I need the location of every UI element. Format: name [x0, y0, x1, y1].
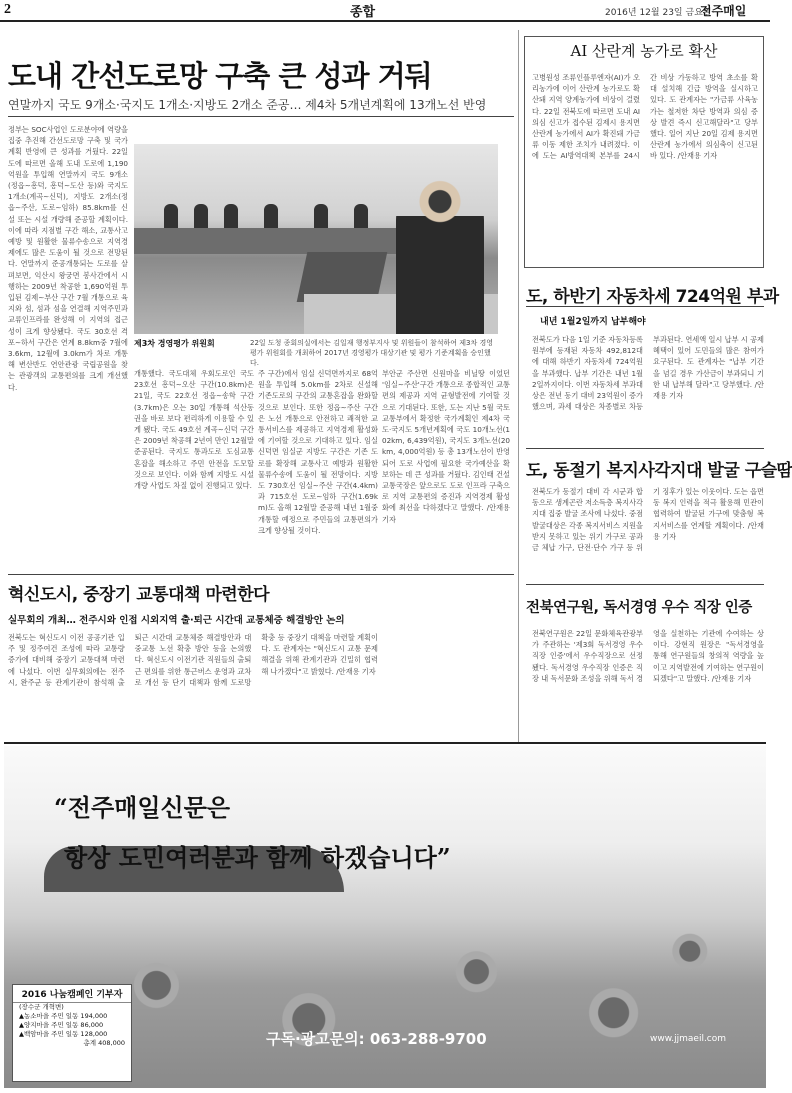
main-col-3: 주 구간)에서 임실 신덕면까지로 68억원을 투입해 5.0km를 2차로 신설해 기존도로의 구간의 교통혼잡을 완화할 것으로 보인다. 또한 정읍∼주산 구간은 노선 개통으로 안전하고 쾌적한 교통서비스를 제공하고 지역경제 활성화에 기여할 것으로 기대하고 있다. 임실 신덕면 임실군 지방도 구간은 기존 도로를 확장해 교통사고 예방과 원활한 물류수송에 도움이 될 전망이다. 지방도 730호선 임실∼주산 구간(4.4km)과 715호선 도로∼임하 구간(1.69km)도 올해 12월말 준공해 내년 1월중 개통할 예정으로 주민들의 교통편의가 크게 향상될 것이다. — [258, 369, 378, 535]
newspaper-name: 전주매일 — [700, 4, 747, 18]
divider — [526, 306, 764, 307]
traffic-subheadline: 실무회의 개최… 전주시와 인접 시외지역 출·퇴근 시간대 교통체증 해결방안 논의 — [8, 615, 345, 626]
traffic-headline: 혁신도시, 중장기 교통대책 마련한다 — [8, 585, 270, 605]
tax-headline: 도, 하반기 자동차세 724억원 부과 — [526, 287, 779, 307]
photo-person — [396, 180, 484, 334]
traffic-body: 전북도는 혁신도시 이전 공공기관 입주 및 정주여건 조성에 따라 교통량 증가에 대비해 중장기 교통대책 마련에 나섰다. 이번 실무회의에는 전주시, 완주군 등 관계기관이 참석해 출퇴근 시간대 교통체증 해결방안과 대중교통 노선 확충 방안 등을 논의했다. 혁신도시 이전기관 직원들의 출퇴근 편의를 위한 통근버스 운영과 교차로 개선 등 단기 대책과 함께 도로망 확충 등 중장기 대책을 마련할 계획이다. 도 관계자는 "혁신도시 교통 문제 해결을 위해 관계기관과 긴밀히 협력해 나가겠다"고 밝혔다. /안재용 기자 — [8, 633, 378, 687]
column-divider — [518, 30, 519, 742]
research-body: 전북연구원은 22일 문화체육관광부가 주관하는 '제3회 독서경영 우수 직장 인증'에서 우수직장으로 선정됐다. 독서경영 우수직장 인증은 직장 내 독서문화 조성을 위해 독서 경영을 실천하는 기관에 수여하는 상이다. 강현직 원장은 "독서경영을 통해 연구원들의 창의적 역량을 높이고 지역발전에 기여하는 연구원이 되겠다"고 말했다. /안재용 기자 — [532, 629, 765, 683]
page-number: 2 — [4, 2, 11, 17]
main-col-4-continued — [388, 580, 512, 738]
welfare-body: 전북도가 동절기 대비 각 시군과 합동으로 생계곤란 저소득층 복지사각지대 집중 발굴 조사에 나섰다. 중점 발굴대상은 각종 복지서비스 지원을 받지 못하고 있는 위기 가구로 공과금 체납 가구, 단전·단수 가구 등 위기 징후가 있는 이웃이다. 도는 읍면동 복지 인력을 적극 활용해 민관이 협력하여 발굴된 가구에 맞춤형 복지서비스를 연계할 계획이다. /안재용 기자 — [532, 487, 764, 553]
ai-headline: AI 산란계 농가로 확산 — [570, 42, 718, 60]
meeting-photo — [134, 144, 498, 334]
page-header — [0, 0, 770, 22]
welfare-headline: 도, 동절기 복지사각지대 발굴 구슬땀 — [526, 461, 792, 481]
caption-tag: 제3차 경영평가 위원회 — [134, 339, 215, 348]
advertisement — [4, 746, 766, 1088]
tax-body: 전북도가 다음 1일 기준 자동차등록원부에 등재된 자동차 492,812대에 대해 하반기 자동차세 724억원을 부과했다. 납부 기간은 내년 1월2일까지이다. 이번 자동차세 부과대상은 전년 동기 대비 23억원이 증가했으며, 과세 대상은 차종별로 차등 부과된다. 연세액 일시 납부 시 공제혜택이 있어 도민들의 많은 참여가 요구된다. 도 관계자는 "납부 기간을 넘길 경우 가산금이 부과되니 기한 내 납부해 달라"고 당부했다. /안재용 기자 — [532, 335, 764, 412]
main-headline: 도내 간선도로망 구축 큰 성과 거둬 — [8, 59, 432, 93]
divider — [526, 584, 764, 585]
main-col-1: 정부는 SOC사업인 도로분야에 역량을 집중 추진해 간선도로망 구축 및 국가계획 반영에 큰 성과를 거뒀다. 22일 도에 따르면 올해 도내 도로에 1,190억원을 투입해 연말까지 국도 9개소(정읍∼흥덕, 흥덕∼도산 등)와 국지도 1개소(계곡∼신덕), 지방도 2개소(정읍∼주산, 도로∼임하) 85.8km를 신설 또는 시설 개량해 준공할 계획이다. 이에 따라 지점별 구간 해소, 교통사고 예방 및 원활한 물류수송으로 지역경제에도 많은 도움이 될 것으로 전망된다. 연말까지 준공개통되는 도로를 살펴보면, 익산시 왕궁면 봉사간에서 시행하는 2009년 착공한 1,690억원 투입된 김제∼부산 구간 7월 개통으로 육지와 섬, 섬과 섬을 연결해 지역주민과 교류인프라를 완성해 이 지역의 접근성이 크게 향상됐다. 국도 30호선 격포∼하서 구간은 연계 8.8km중 7월에 3.6km, 12월에 3.0km가 차로 개통해 변산반도 연안관광 국립공원을 찾는 관광객의 교통편의를 크게 개선했다. — [8, 125, 128, 392]
divider — [8, 116, 514, 117]
photo-caption — [134, 338, 498, 367]
caption-text: 22일 도청 종회의실에서는 김일재 행정부지사 및 위원들이 참석하여 제3차 경영평가 위원회를 개최하여 2017년 경영평가 대상기관 및 평가 기준계획을 승인했다. — [250, 339, 494, 367]
ad-divider — [4, 742, 766, 744]
issue-date: 2016년 12월 23일 금요일 — [605, 8, 712, 18]
main-col-4: 부안군 주산면 신원마을 비닐땅 이었던 '임실∼주산'구간 개통으로 종합적인 교통편의 제공과 지역 균형발전에 기여할 것으로 기대된다. 또한, 도는 지난 5월 국토교통부에서 확정한 국가계획인 제4차 국도·국지도 5개년계획에 국도 10개노선(102km, 6,439억원), 국지도 3개노선(20km, 4,000억원) 등 총 13개노선이 반영되어 도로 사업에 필요한 국가예산을 확보하는 데 큰 성과를 거뒀다. 김인태 건설교통국장은 앞으로도 도로 인프라 구축으로 지역 교통편의 증진과 지역경제 활성화에 최선을 다하겠다고 말했다. /안재용 기자 — [382, 369, 510, 524]
donor-row: ▲백암마을 주민 일동 128,000 — [19, 1030, 108, 1038]
donor-box — [12, 984, 132, 1082]
ad-slogan-line-1: “전주매일신문은 — [54, 793, 231, 822]
ai-body: 고병원성 조류인플루엔자(AI)가 오리농가에 이어 산란계 농가로도 확산돼 지역 양계농가에 비상이 걸렸다. 22일 전북도에 따르면 도내 AI 의심 신고가 접수된 김제시 용지면 산란계 농가에서 AI가 확진돼 가금류 이동 제한 조치가 내려졌다. 이에 도는 AI방역대책 본부를 24시간 비상 가동하고 방역 초소를 확대 설치해 긴급 방역을 실시하고 있다. 도 관계자는 "가금류 사육농가는 철저한 차단 방역과 의심 증상 발견 즉시 신고해달라"고 당부했다. 일어 지난 20일 김제 용지면 산란계 농가에서 의심축이 신고된 바 있다. /안재용 기자 — [532, 73, 758, 161]
donor-row: ▲농소마을 주민 일동 194,000 — [19, 1012, 108, 1020]
main-subheadline: 연말까지 국도 9개소·국지도 1개소·지방도 2개소 준공… 제4차 5개년계획에 13개노선 반영 — [8, 98, 487, 112]
donor-row: ▲양지마을 주민 일동 86,000 — [19, 1021, 104, 1029]
main-col-2: 개통했다. 국도대체 우회도로인 국도 23호선 흥덕∼오산 구간(10.8km)은 21일, 국도 22호선 정읍∼송학 구간(3.7km)은 오는 30일 개통해 석산동권을 바로 보다 편리하게 이용할 수 있게 됐다. 국도 49호선 계곡∼신덕 구간은 2009년 착공해 2년여 만인 12월말 준공된다. 국지도 통과도로 도심교통 혼잡을 해소하고 주민 안전을 도모할 것으로 보인다. 이와 함께 지방도 시설개량 사업도 차질 없이 진행되고 있다. — [134, 369, 254, 491]
divider — [8, 574, 514, 575]
ad-url[interactable]: www.jjmaeil.com — [650, 1034, 727, 1044]
research-headline: 전북연구원, 독서경영 우수 직장 인증 — [526, 600, 752, 616]
tax-subheadline: 내년 1월2일까지 납부해야 — [540, 317, 646, 327]
donor-title: 2016 나눔캠페인 기부자 — [13, 985, 131, 1003]
donor-total: 총계 408,000 — [83, 1039, 125, 1047]
divider — [526, 448, 764, 449]
donor-row: (장수군 개혁변) — [19, 1003, 64, 1011]
section-name: 종합 — [350, 5, 376, 20]
ad-slogan-line-2: 항상 도민여러분과 함께 하겠습니다” — [64, 843, 451, 872]
ad-contact: 구독·광고문의: 063-288-9700 — [266, 1030, 487, 1048]
photo-table — [134, 228, 434, 254]
